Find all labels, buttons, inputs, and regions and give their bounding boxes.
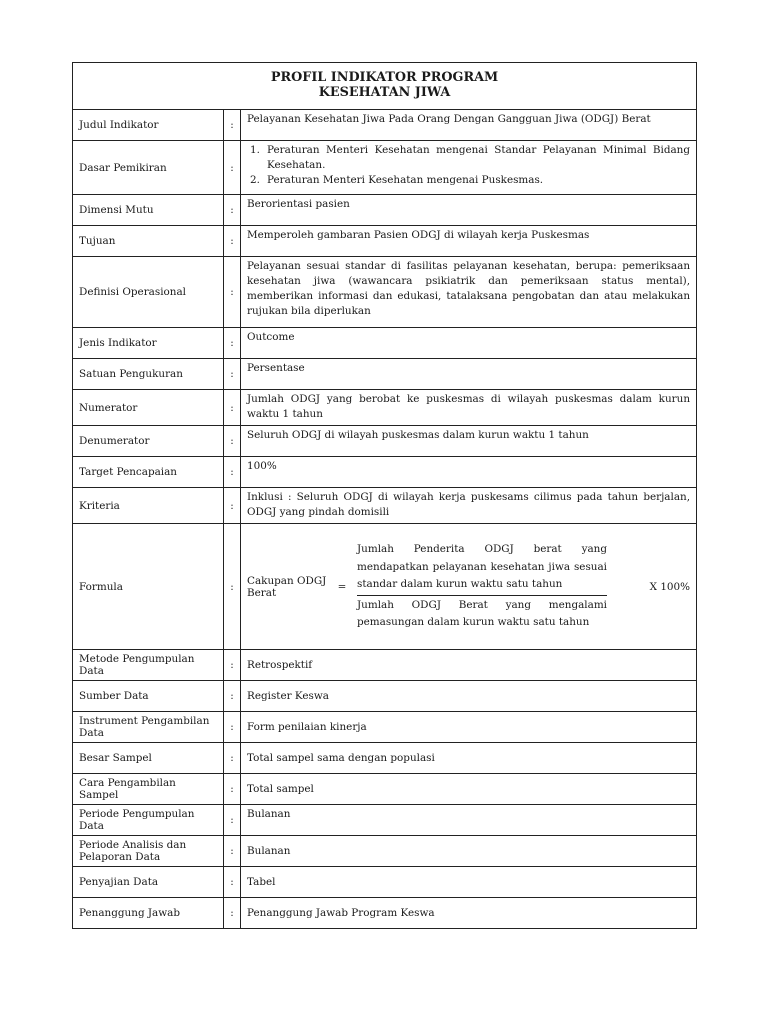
row-sumber-data — [73, 681, 697, 712]
row-value: Bulanan — [241, 836, 697, 867]
row-value — [241, 141, 697, 195]
colon: : — [224, 328, 241, 359]
row-judul-indikator — [73, 110, 697, 141]
row-label: Sumber Data — [73, 681, 224, 712]
list-item — [247, 173, 690, 188]
row-label: Periode Pengumpulan Data — [73, 805, 224, 836]
list-text: Peraturan Menteri Kesehatan mengenai Standar Pelayanan Minimal Bidang Kesehatan. — [267, 144, 691, 171]
colon: : — [224, 257, 241, 328]
colon: : — [224, 426, 241, 457]
document-title — [73, 63, 697, 110]
row-value: Inklusi : Seluruh ODGJ di wilayah kerja puskesams cilimus pada tahun berjalan, ODGJ yang pindah domisili — [241, 488, 697, 524]
row-value: Tabel — [241, 867, 697, 898]
row-penyajian-data — [73, 867, 697, 898]
colon: : — [224, 836, 241, 867]
row-label: Definisi Operasional — [73, 257, 224, 328]
row-label: Penanggung Jawab — [73, 898, 224, 929]
fraction-bar — [357, 595, 607, 596]
row-periode-pengumpulan — [73, 805, 697, 836]
colon: : — [224, 110, 241, 141]
row-label: Periode Analisis dan Pelaporan Data — [73, 836, 224, 867]
row-label: Target Pencapaian — [73, 457, 224, 488]
row-tujuan — [73, 226, 697, 257]
row-value: Form penilaian kinerja — [241, 712, 697, 743]
row-value: Outcome — [241, 328, 697, 359]
row-value: Seluruh ODGJ di wilayah puskesmas dalam kurun waktu 1 tahun — [241, 426, 697, 457]
row-value: Memperoleh gambaran Pasien ODGJ di wilayah kerja Puskesmas — [241, 226, 697, 257]
row-value: Bulanan — [241, 805, 697, 836]
list-text: Peraturan Menteri Kesehatan mengenai Puskesmas. — [267, 174, 544, 186]
row-dasar-pemikiran — [73, 141, 697, 195]
row-formula — [73, 524, 697, 650]
title-line-1: PROFIL INDIKATOR PROGRAM — [270, 70, 499, 85]
row-value: Total sampel sama dengan populasi — [241, 743, 697, 774]
colon: : — [224, 488, 241, 524]
colon: : — [224, 650, 241, 681]
colon: : — [224, 457, 241, 488]
formula-numerator: Jumlah Penderita ODGJ berat yang mendapatkan pelayanan kesehatan jiwa sesuai standar dalam kurun waktu satu tahun — [357, 543, 607, 591]
row-value: Pelayanan Kesehatan Jiwa Pada Orang Dengan Gangguan Jiwa (ODGJ) Berat — [241, 110, 697, 141]
equals-sign: = — [337, 580, 347, 593]
row-penanggung-jawab — [73, 898, 697, 929]
formula — [247, 525, 696, 649]
row-label: Besar Sampel — [73, 743, 224, 774]
row-instrument — [73, 712, 697, 743]
row-jenis-indikator — [73, 328, 697, 359]
row-label: Dimensi Mutu — [73, 195, 224, 226]
row-besar-sampel — [73, 743, 697, 774]
colon: : — [224, 359, 241, 390]
row-label: Penyajian Data — [73, 867, 224, 898]
colon: : — [224, 805, 241, 836]
row-value: Register Keswa — [241, 681, 697, 712]
row-value: Persentase — [241, 359, 697, 390]
formula-fraction — [357, 541, 607, 632]
row-label: Tujuan — [73, 226, 224, 257]
colon: : — [224, 898, 241, 929]
row-periode-analisis — [73, 836, 697, 867]
row-satuan-pengukuran — [73, 359, 697, 390]
colon: : — [224, 743, 241, 774]
row-cara-pengambilan — [73, 774, 697, 805]
row-value: Berorientasi pasien — [241, 195, 697, 226]
formula-multiplier: X 100% — [649, 580, 691, 593]
row-label: Denumerator — [73, 426, 224, 457]
colon: : — [224, 195, 241, 226]
indicator-profile-table — [72, 62, 697, 929]
title-line-2: KESEHATAN JIWA — [318, 85, 451, 100]
list-item — [247, 143, 690, 173]
row-target-pencapaian — [73, 457, 697, 488]
formula-denominator: Jumlah ODGJ Berat yang mengalami pemasungan dalam kurun waktu satu tahun — [357, 598, 607, 629]
row-label: Instrument Pengambilan Data — [73, 712, 224, 743]
row-label: Numerator — [73, 390, 224, 426]
row-definisi-operasional — [73, 257, 697, 328]
colon: : — [224, 867, 241, 898]
list-number: 2. — [250, 174, 260, 186]
row-value: Retrospektif — [241, 650, 697, 681]
row-numerator — [73, 390, 697, 426]
colon: : — [224, 390, 241, 426]
row-label: Kriteria — [73, 488, 224, 524]
row-dimensi-mutu — [73, 195, 697, 226]
row-label: Judul Indikator — [73, 110, 224, 141]
row-metode-pengumpulan — [73, 650, 697, 681]
row-value: 100% — [241, 457, 697, 488]
row-kriteria — [73, 488, 697, 524]
row-denumerator — [73, 426, 697, 457]
row-label: Metode Pengumpulan Data — [73, 650, 224, 681]
formula-cell — [241, 524, 697, 650]
colon: : — [224, 226, 241, 257]
row-value: Pelayanan sesuai standar di fasilitas pelayanan kesehatan, berupa: pemeriksaan kesehatan jiwa (wawancara psikiatrik dan pemeriksaan status mental), memberikan informasi dan edukasi, tatalaksana pengobatan dan atau melakukan rujukan bila diperlukan — [241, 257, 697, 328]
row-label: Dasar Pemikiran — [73, 141, 224, 195]
colon: : — [224, 712, 241, 743]
colon: : — [224, 141, 241, 195]
row-value: Total sampel — [241, 774, 697, 805]
row-label: Formula — [73, 524, 224, 650]
colon: : — [224, 681, 241, 712]
colon: : — [224, 524, 241, 650]
row-label: Satuan Pengukuran — [73, 359, 224, 390]
row-label: Jenis Indikator — [73, 328, 224, 359]
title-row — [73, 63, 697, 110]
colon: : — [224, 774, 241, 805]
formula-lhs: Cakupan ODGJ Berat — [247, 574, 327, 599]
row-value: Penanggung Jawab Program Keswa — [241, 898, 697, 929]
row-label: Cara Pengambilan Sampel — [73, 774, 224, 805]
row-value: Jumlah ODGJ yang berobat ke puskesmas di wilayah puskesmas dalam kurun waktu 1 tahun — [241, 390, 697, 426]
numbered-list — [247, 143, 690, 188]
list-number: 1. — [250, 144, 260, 156]
